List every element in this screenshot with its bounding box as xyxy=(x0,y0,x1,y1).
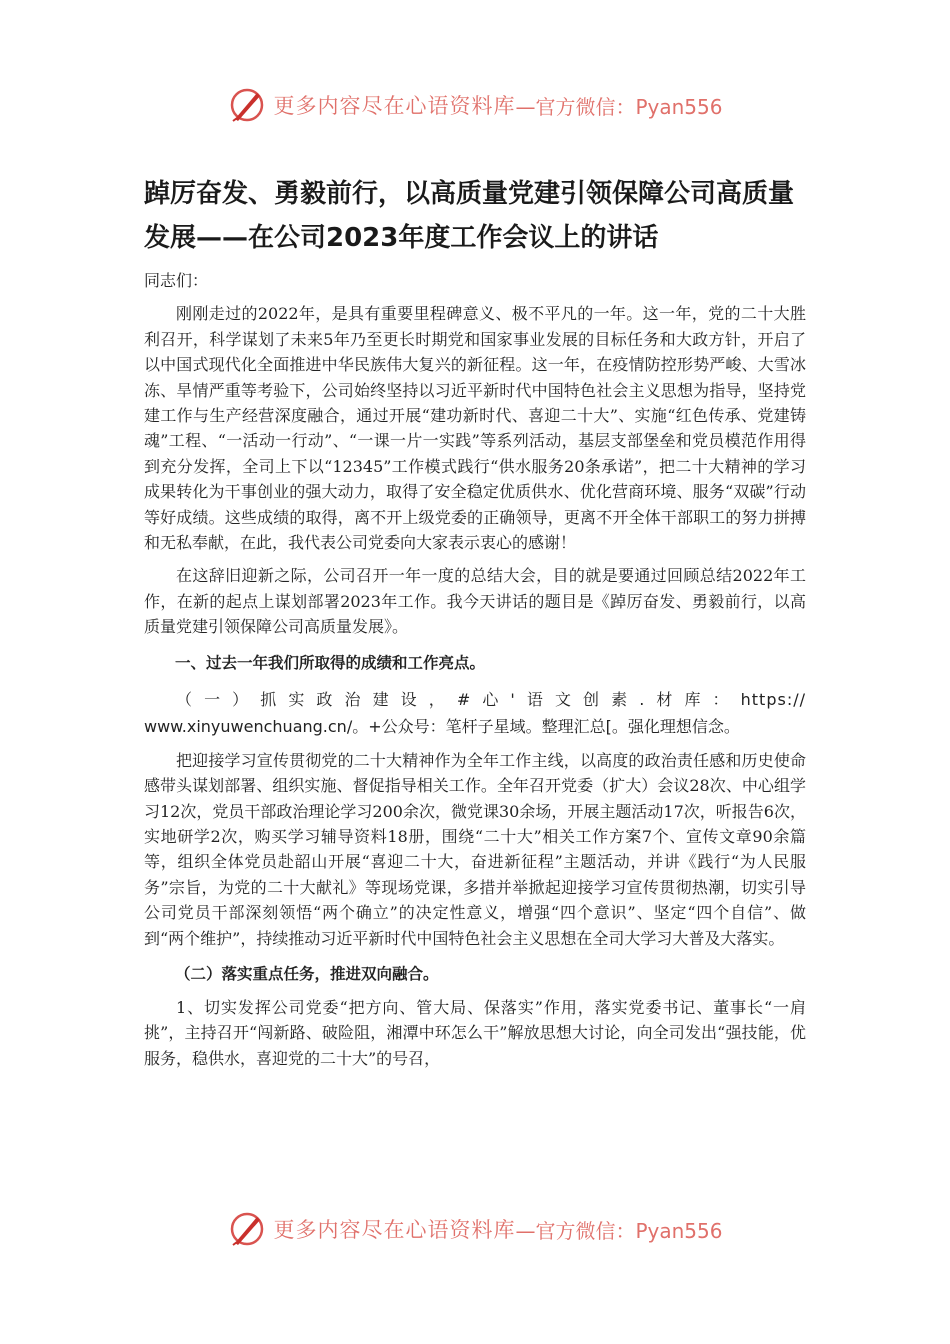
paragraph-1: 刚刚走过的2022年，是具有重要里程碑意义、极不平凡的一年。这一年，党的二十大胜利召开，科学谋划了未来5年乃至更长时期党和国家事业发展的目标任务和大政方针，开启了以中国式现代化全面推进中华民族伟大复兴的新征程。这一年，在疫情防控形势严峻、大雪冰冻、旱情严重等考验下，公司始终坚持以习近平新时代中国特色社会主义思想为指导，坚持党建工作与生产经营深度融合，通过开展“建功新时代、喜迎二十大”、实施“红色传承、党建铸魂”工程、“一活动一行动”、“一课一片一实践”等系列活动，基层支部堡垒和党员模范作用得到充分发挥，全司上下以“12345”工作模式践行“供水服务20条承诺”，把二十大精神的学习成果转化为干事创业的强大动力，取得了安全稳定优质供水、优化营商环境、服务“双碳”行动等好成绩。这些成绩的取得，离不开上级党委的正确领导，更离不开全体干部职工的努力拼搏和无私奉献，在此，我代表公司党委向大家表示衷心的感谢！ xyxy=(144,304,806,553)
banner-wechat-text: —官方微信：Pyan556 xyxy=(515,1218,723,1243)
paragraph-4: 1、切实发挥公司党委“把方向、管大局、保落实”作用，落实党委书记、董事长“一肩挑”，主持召开“闯新路、破险阻，湘潭中环怎么干”解放思想大讨论，向全司发出“强技能，优服务，稳供水，喜迎党的二十大”的号召， xyxy=(144,997,806,1068)
subsection-heading-2: （二）落实重点任务，推进双向融合。 xyxy=(175,964,439,983)
subsection-1-line-1: （一）抓实政治建设，#心'语文创素.材库：https:// xyxy=(176,689,806,709)
header-watermark-banner xyxy=(0,80,950,130)
footer-watermark-banner xyxy=(0,1204,950,1254)
subsection-heading-1 xyxy=(144,686,806,740)
paragraph-2: 在这辞旧迎新之际，公司召开一年一度的总结大会，目的就是要通过回顾总结2022年工作，在新的起点上谋划部署2023年工作。我今天讲话的题目是《踔厉奋发、勇毅前行，以高质量党建引领保障公司高质量发展》。 xyxy=(144,566,806,637)
banner-brand-text: 更多内容尽在心语资料库 xyxy=(273,1218,516,1242)
banner-wechat-text: —官方微信：Pyan556 xyxy=(515,94,723,119)
paragraph-3: 把迎接学习宣传贯彻党的二十大精神作为全年工作主线，以高度的政治责任感和历史使命感带头谋划部署、组织实施、督促指导相关工作。全年召开党委（扩大）会议28次、中心组学习12次，党员干部政治理论学习200余次，微党课30余场，开展主题活动17次，听报告6次，实地研学2次，购买学习辅导资料18册，围绕“二十大”相关工作方案7个、宣传文章90余篇等，组织全体党员赴韶山开展“喜迎二十大，奋进新征程”主题活动，并讲《践行“为人民服务”宗旨，为党的二十大献礼》等现场党课，多措并举掀起迎接学习宣传贯彻热潮，切实引导公司党员干部深刻领悟“两个确立”的决定性意义，增强“四个意识”、坚定“四个自信”、做到“两个维护”，持续推动习近平新时代中国特色社会主义思想在全司大学习大普及大落实。 xyxy=(144,750,806,948)
subsection-1-line-2: www.xinyuwenchuang.cn/。+公众号：笔杆子星域。整理汇总[。强化理想信念。 xyxy=(144,716,740,736)
banner-brand-text: 更多内容尽在心语资料库 xyxy=(273,94,516,118)
document-body xyxy=(144,172,806,1071)
quill-logo-icon xyxy=(227,1209,267,1249)
quill-logo-icon xyxy=(227,85,267,125)
document-title: 踔厉奋发、勇毅前行，以高质量党建引领保障公司高质量发展——在公司2023年度工作会议上的讲话 xyxy=(144,179,795,253)
section-heading-1: 一、过去一年我们所取得的成绩和工作亮点。 xyxy=(175,653,486,672)
greeting: 同志们： xyxy=(144,271,209,290)
